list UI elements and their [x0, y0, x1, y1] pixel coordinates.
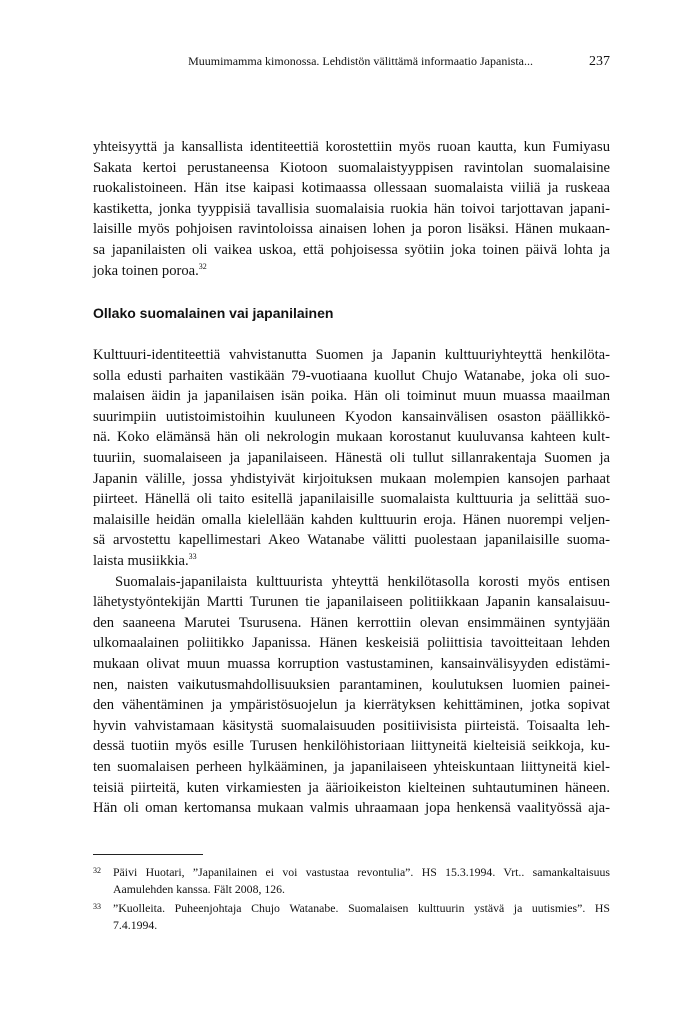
text-line: joka toinen poroa. — [93, 262, 199, 279]
paragraph-3 — [93, 572, 610, 819]
text-line: nä. Koko elämänsä hän oli nekrologin mukaan korostanut kuuluvansa kahteen kult- — [93, 429, 610, 446]
text-line: ten suomalaisen perheen hylkääminen, ja japanilaiseen yhteiskuntaan liittyneitä kiel- — [93, 758, 610, 775]
page-number: 237 — [589, 54, 610, 69]
text-line: laista musiikkia. — [93, 552, 189, 569]
text-line: Suomalais-japanilaista kulttuurista yhteyttä henkilötasolla korosti myös entisen — [115, 573, 610, 590]
text-line: yhteisyyttä ja kansallista identiteettiä korostettiin myös ruoan kautta, kun Fumiyasu — [93, 139, 610, 155]
text-line: suurimpiin uutistoimistoihin kuuluneen Kyodon kansainvälisen osaston päällikkö- — [93, 408, 610, 425]
paragraph-2 — [93, 345, 610, 572]
section-heading: Ollako suomalainen vai japanilainen — [93, 305, 334, 321]
text-line: malaisille heidän omalla kielellään kahden kulttuurin eroja. Hänen nuorempi veljen- — [93, 511, 610, 528]
text-line: teisiä piirteitä, kuten virkamiesten ja äärioikeiston kielteinen suhtautuminen häneen. — [93, 779, 610, 796]
text-line: Sakata kertoi perustaneensa Kiotoon suomalaistyyppisen ravintolan suomalaisine — [93, 159, 610, 176]
running-title: Muumimamma kimonossa. Lehdistön välittämä informaatio Japanista... — [188, 54, 533, 68]
footnote — [93, 900, 610, 933]
text-line: den vähentäminen ja ympäristösuojelun ja kierrätyksen kehittäminen, jotka sopivat — [93, 697, 610, 714]
paragraph-1 — [93, 137, 610, 281]
footnote-text — [113, 900, 610, 933]
text-line: dessä tuotiin myös esille Turusen henkilöhistoriaan liittyneitä kielteisiä seikkoja, ku- — [93, 738, 610, 755]
text-line: Kulttuuri-identiteettiä vahvistanutta Suomen ja Japanin kulttuuriyhteyttä henkilöta- — [93, 347, 610, 363]
text-line: mukaan olivat muun muassa korruption vastustaminen, kansainvälisyyden edistämi- — [93, 655, 610, 672]
text-line: den saaneena Marutei Tsurusena. Hänen kerrottiin olevan ensimmäinen syntyjään — [93, 614, 610, 631]
footnote-mark: 32 — [93, 866, 101, 875]
footnote-ref[interactable]: 32 — [198, 261, 207, 271]
text-line: sa japanilaisten oli vaikea uskoa, että pohjoisessa syötiin joka toinen päivä lohta ja — [93, 241, 610, 258]
text-line: Hän oli oman kertomansa mukaan valmis uhraamaan jopa henkensä vaalityössä aja- — [93, 800, 610, 817]
footnote-text — [113, 864, 610, 897]
document-page — [93, 0, 610, 1014]
footnote-mark: 33 — [93, 902, 101, 911]
text-line: ruokalistoineen. Hän itse kaipasi kotimaassa ollessaan suomalaista viiliä ja ruskeaa — [93, 180, 610, 197]
text-line: kastiketta, jonka tyyppisiä tavallisia suomalaisia ruokia hän toivoi tarjottavan japani- — [93, 200, 610, 217]
text-line: tuuriin, suomalaiseen ja japanilaiseen. Hänestä oli tullut sillanrakentaja Suomen ja — [93, 449, 610, 466]
text-line: Japanin välille, jossa yhdistyivät kirjoituksen mukaan molempien kansojen parhaat — [93, 470, 610, 487]
text-line: malaisen äidin ja japanilaisen isän poika. Hän oli toiminut muun muassa maailman — [93, 388, 610, 405]
footnote-line: 7.4.1994. — [113, 917, 158, 932]
footnote-separator — [93, 854, 203, 855]
text-line-last — [93, 261, 610, 282]
text-line: solla edusti parhaiten vastikään 79-vuotiaana kuollut Chujo Watanabe, joka oli suo- — [93, 367, 610, 384]
text-line-last — [93, 551, 610, 572]
text-line: sä arvostettu kapellimestari Akeo Watanabe välitti puolestaan japanilaisille suoma- — [93, 532, 610, 549]
footnotes — [93, 864, 610, 936]
footnote-ref[interactable]: 33 — [188, 552, 197, 562]
text-line: ulkomaalainen poliitikko Japanissa. Hänen keskeisiä poliittisia tavoitteitaan lehden — [93, 635, 610, 652]
text-line: hyvin vahvistamaan käsitystä suomalaisuuden positiivisista piirteistä. Toisaalta leh- — [93, 717, 610, 734]
footnote-line: ”Kuolleita. Puheenjohtaja Chujo Watanabe. Suomalaisen kulttuurin ystävä ja uutismies”. HS — [113, 901, 610, 915]
text-line: piirteet. Hänellä oli taito esitellä japanilaisille suomalaista kulttuuria ja selittää suo- — [93, 491, 610, 508]
running-header — [93, 54, 610, 70]
text-line: laisille myös pohjoisen ravintoloissa ainaisen lohen ja poron lisäksi. Hänen mukaan- — [93, 221, 610, 238]
footnote-line: Aamulehden kanssa. Fält 2008, 126. — [113, 881, 286, 896]
footnote-line: Päivi Huotari, ”Japanilainen ei voi vastustaa revontulia”. HS 15.3.1994. Vrt.. samankaltaisuus — [113, 865, 610, 879]
footnote — [93, 864, 610, 897]
text-line: nen, naisten vaikutusmahdollisuuksien parantaminen, koulutuksen luomien painei- — [93, 676, 610, 693]
text-line: lähetystyöntekijän Martti Turunen tie japanilaiseen politiikkaan Japanin kansalaisuu- — [93, 594, 610, 611]
